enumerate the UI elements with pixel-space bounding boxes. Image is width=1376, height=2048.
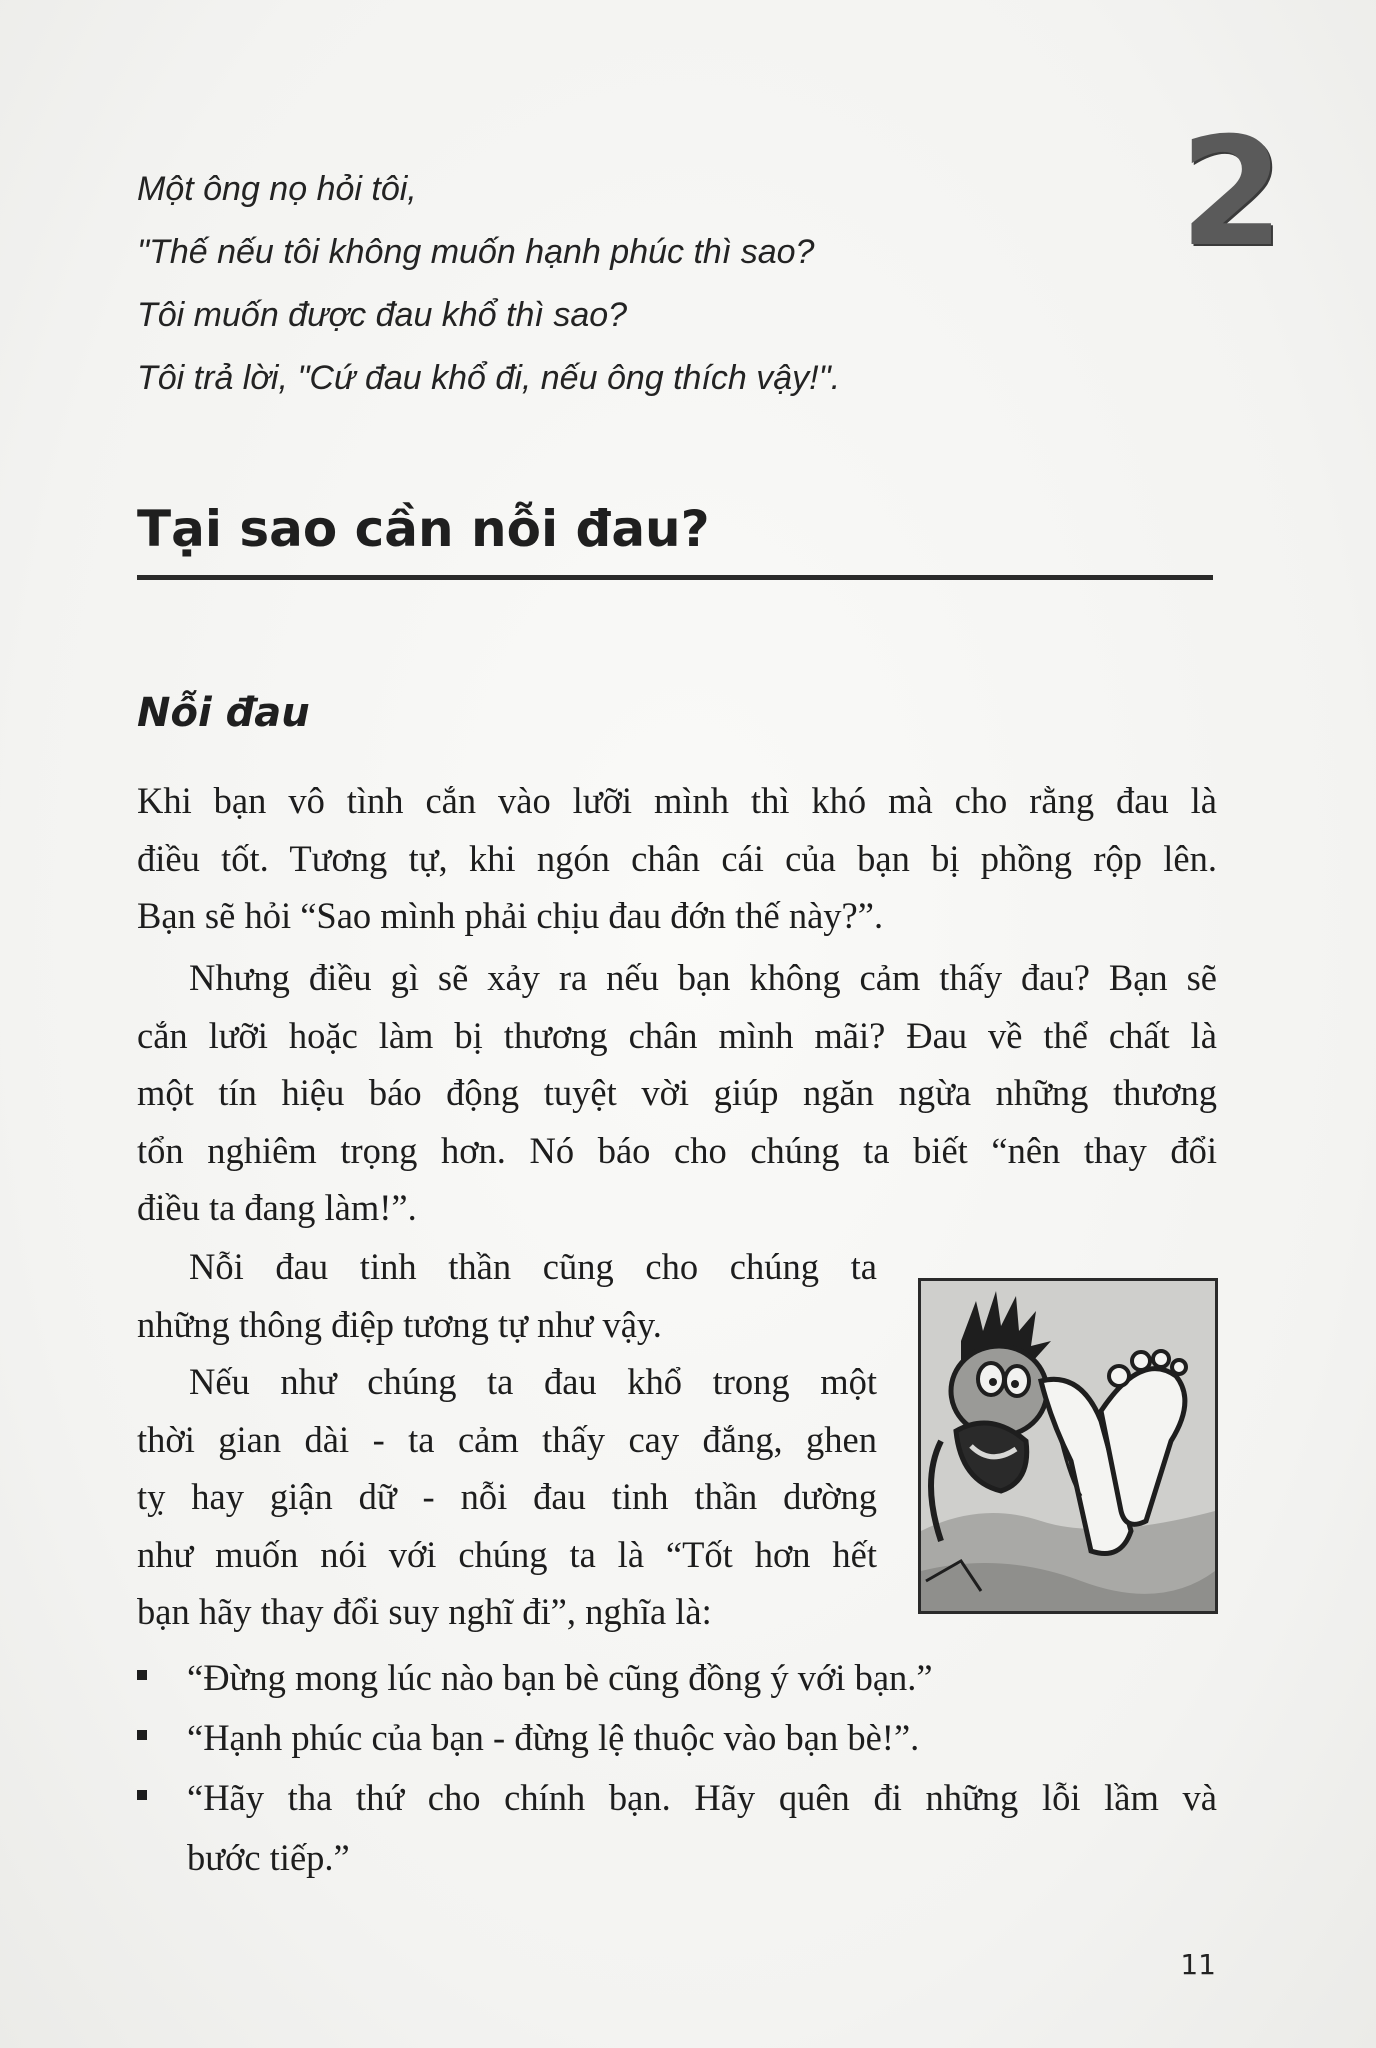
bullet-icon (137, 1730, 147, 1740)
paragraph-line: tỵ hay giận dữ - nỗi đau tinh thần dường (137, 1476, 877, 1517)
paragraph (137, 1353, 877, 1641)
epigraph-line: Tôi muốn được đau khổ thì sao? (137, 296, 628, 334)
paragraph-line: thời gian dài - ta cảm thấy cay đắng, ghen (137, 1418, 877, 1460)
paragraph-line: điều ta đang làm!”. (137, 1187, 417, 1228)
section-title: Nỗi đau (137, 690, 310, 736)
paragraph (137, 1238, 877, 1353)
list-item (137, 1648, 1217, 1708)
chapter-title: Tại sao cần nỗi đau? (137, 500, 710, 558)
epigraph (137, 158, 1037, 410)
paragraph-line: Khi bạn vô tình cắn vào lưỡi mình thì khó mà cho rằng đau là (137, 780, 1217, 821)
list-item (137, 1708, 1217, 1768)
paragraph-line: như muốn nói với chúng ta là “Tốt hơn hết (137, 1533, 877, 1575)
paragraph (137, 949, 1217, 1237)
paragraph-line: cắn lưỡi hoặc làm bị thương chân mình mãi? Đau về thể chất là (137, 1014, 1217, 1056)
paragraph-line: tổn nghiêm trọng hơn. Nó báo cho chúng ta biết “nên thay đổi (137, 1129, 1217, 1171)
paragraph-line: một tín hiệu báo động tuyệt vời giúp ngăn ngừa những thương (137, 1072, 1217, 1113)
chapter-number: 2 (1179, 106, 1284, 280)
epigraph-line: "Thế nếu tôi không muốn hạnh phúc thì sao? (137, 233, 815, 271)
list-item-line: bước tiếp.” (187, 1837, 350, 1878)
epigraph-line: Tôi trả lời, "Cứ đau khổ đi, nếu ông thích vậy!". (137, 359, 841, 397)
paragraph-line: Nếu như chúng ta đau khổ trong một (189, 1361, 877, 1402)
cartoon-stubbed-toe-illustration (918, 1278, 1218, 1614)
paragraph-line: những thông điệp tương tự như vậy. (137, 1303, 662, 1345)
list-item (137, 1768, 1217, 1888)
paragraph-line: điều tốt. Tương tự, khi ngón chân cái của bạn bị phồng rộp lên. (137, 837, 1217, 879)
page-number: 11 (1180, 1948, 1216, 1981)
bullet-icon (137, 1670, 147, 1680)
paragraph-line: bạn hãy thay đổi suy nghĩ đi”, nghĩa là: (137, 1591, 712, 1632)
bullet-icon (137, 1790, 147, 1800)
title-underline-divider (137, 575, 1213, 580)
list-item-line: “Hạnh phúc của bạn - đừng lệ thuộc vào bạn bè!”. (187, 1717, 920, 1758)
epigraph-line: Một ông nọ hỏi tôi, (137, 170, 417, 208)
list-item-line: “Hãy tha thứ cho chính bạn. Hãy quên đi những lỗi lầm và (187, 1777, 1217, 1818)
paragraph-line: Nhưng điều gì sẽ xảy ra nếu bạn không cảm thấy đau? Bạn sẽ (189, 957, 1217, 998)
paragraph-line: Nỗi đau tinh thần cũng cho chúng ta (189, 1246, 877, 1287)
paragraph-line: Bạn sẽ hỏi “Sao mình phải chịu đau đớn thế này?”. (137, 895, 884, 936)
list-item-line: “Đừng mong lúc nào bạn bè cũng đồng ý với bạn.” (187, 1657, 933, 1698)
paragraph (137, 772, 1217, 945)
bullet-list (137, 1648, 1217, 1888)
